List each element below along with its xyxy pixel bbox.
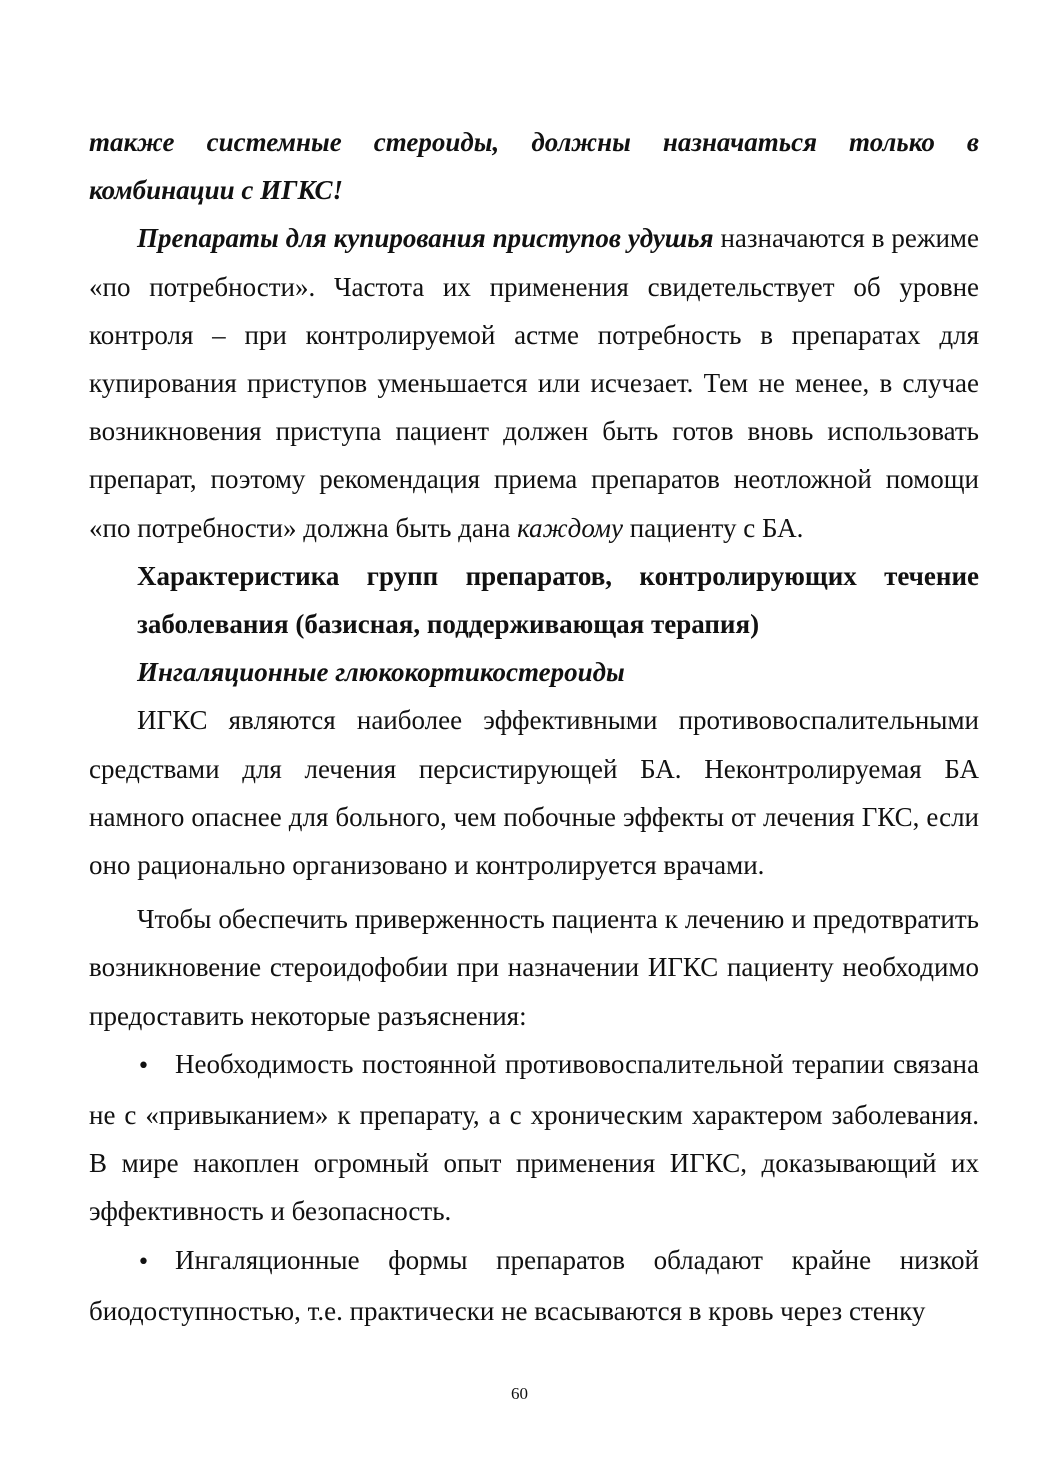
intro-warning-text: также системные стероиды, должны назначаться только в комбинации с ИГКС! [89,127,979,206]
list-item-text: Ингаляционные формы препаратов обладают крайне низкой биодоступностью, т.е. практически не всасываются в кровь через стенку [89,1244,979,1326]
section-heading: Характеристика групп препаратов, контролирующих течение заболевания (базисная, поддерживающая терапия) [137,560,979,640]
rescue-drugs-text-2: пациенту с БА. [623,512,804,543]
rescue-drugs-emphasis: каждому [517,512,624,543]
page-body [89,118,979,1335]
intro-paragraph [89,118,979,214]
igks-paragraph: ИГКС являются наиболее эффективными противовоспалительными средствами для лечения персистирующей БА. Неконтролируемая БА намного опаснее для больного, чем побочные эффекты от лечения ГКС, если оно рационально организовано и контролируется врачами. [89,705,979,881]
rescue-drugs-paragraph [89,214,979,551]
list-item [89,1236,979,1335]
bullet-icon: • [137,1249,150,1275]
subheading: Ингаляционные глюкокортикостероиды [137,657,625,688]
adherence-paragraph: Чтобы обеспечить приверженность пациента к лечению и предотвратить возникновение стероидофобии при назначении ИГКС пациенту необходимо предоставить некоторые разъяснения: [89,904,979,1031]
rescue-drugs-text-1: назначаются в режиме «по потребности». Частота их применения свидетельствует об уровне контроля – при контролируемой астме потребность в препаратах для купирования приступов уменьшается или исчезает. Тем не менее, в случае возникновения приступа пациент должен быть готов вновь использовать препарат, поэтому рекомендация приема препаратов неотложной помощи «по потребности» должна быть дана [89,223,979,543]
bullet-icon: • [137,1053,150,1079]
rescue-drugs-lead: Препараты для купирования приступов удушья [137,223,714,254]
list-item [89,1040,979,1236]
page-number: 60 [511,1384,528,1403]
list-item-text: Необходимость постоянной противовоспалительной терапии связана не с «привыканием» к препарату, а с хроническим характером заболевания. В мире накоплен огромный опыт применения ИГКС, доказывающий их эффективность и безопасность. [89,1048,979,1227]
